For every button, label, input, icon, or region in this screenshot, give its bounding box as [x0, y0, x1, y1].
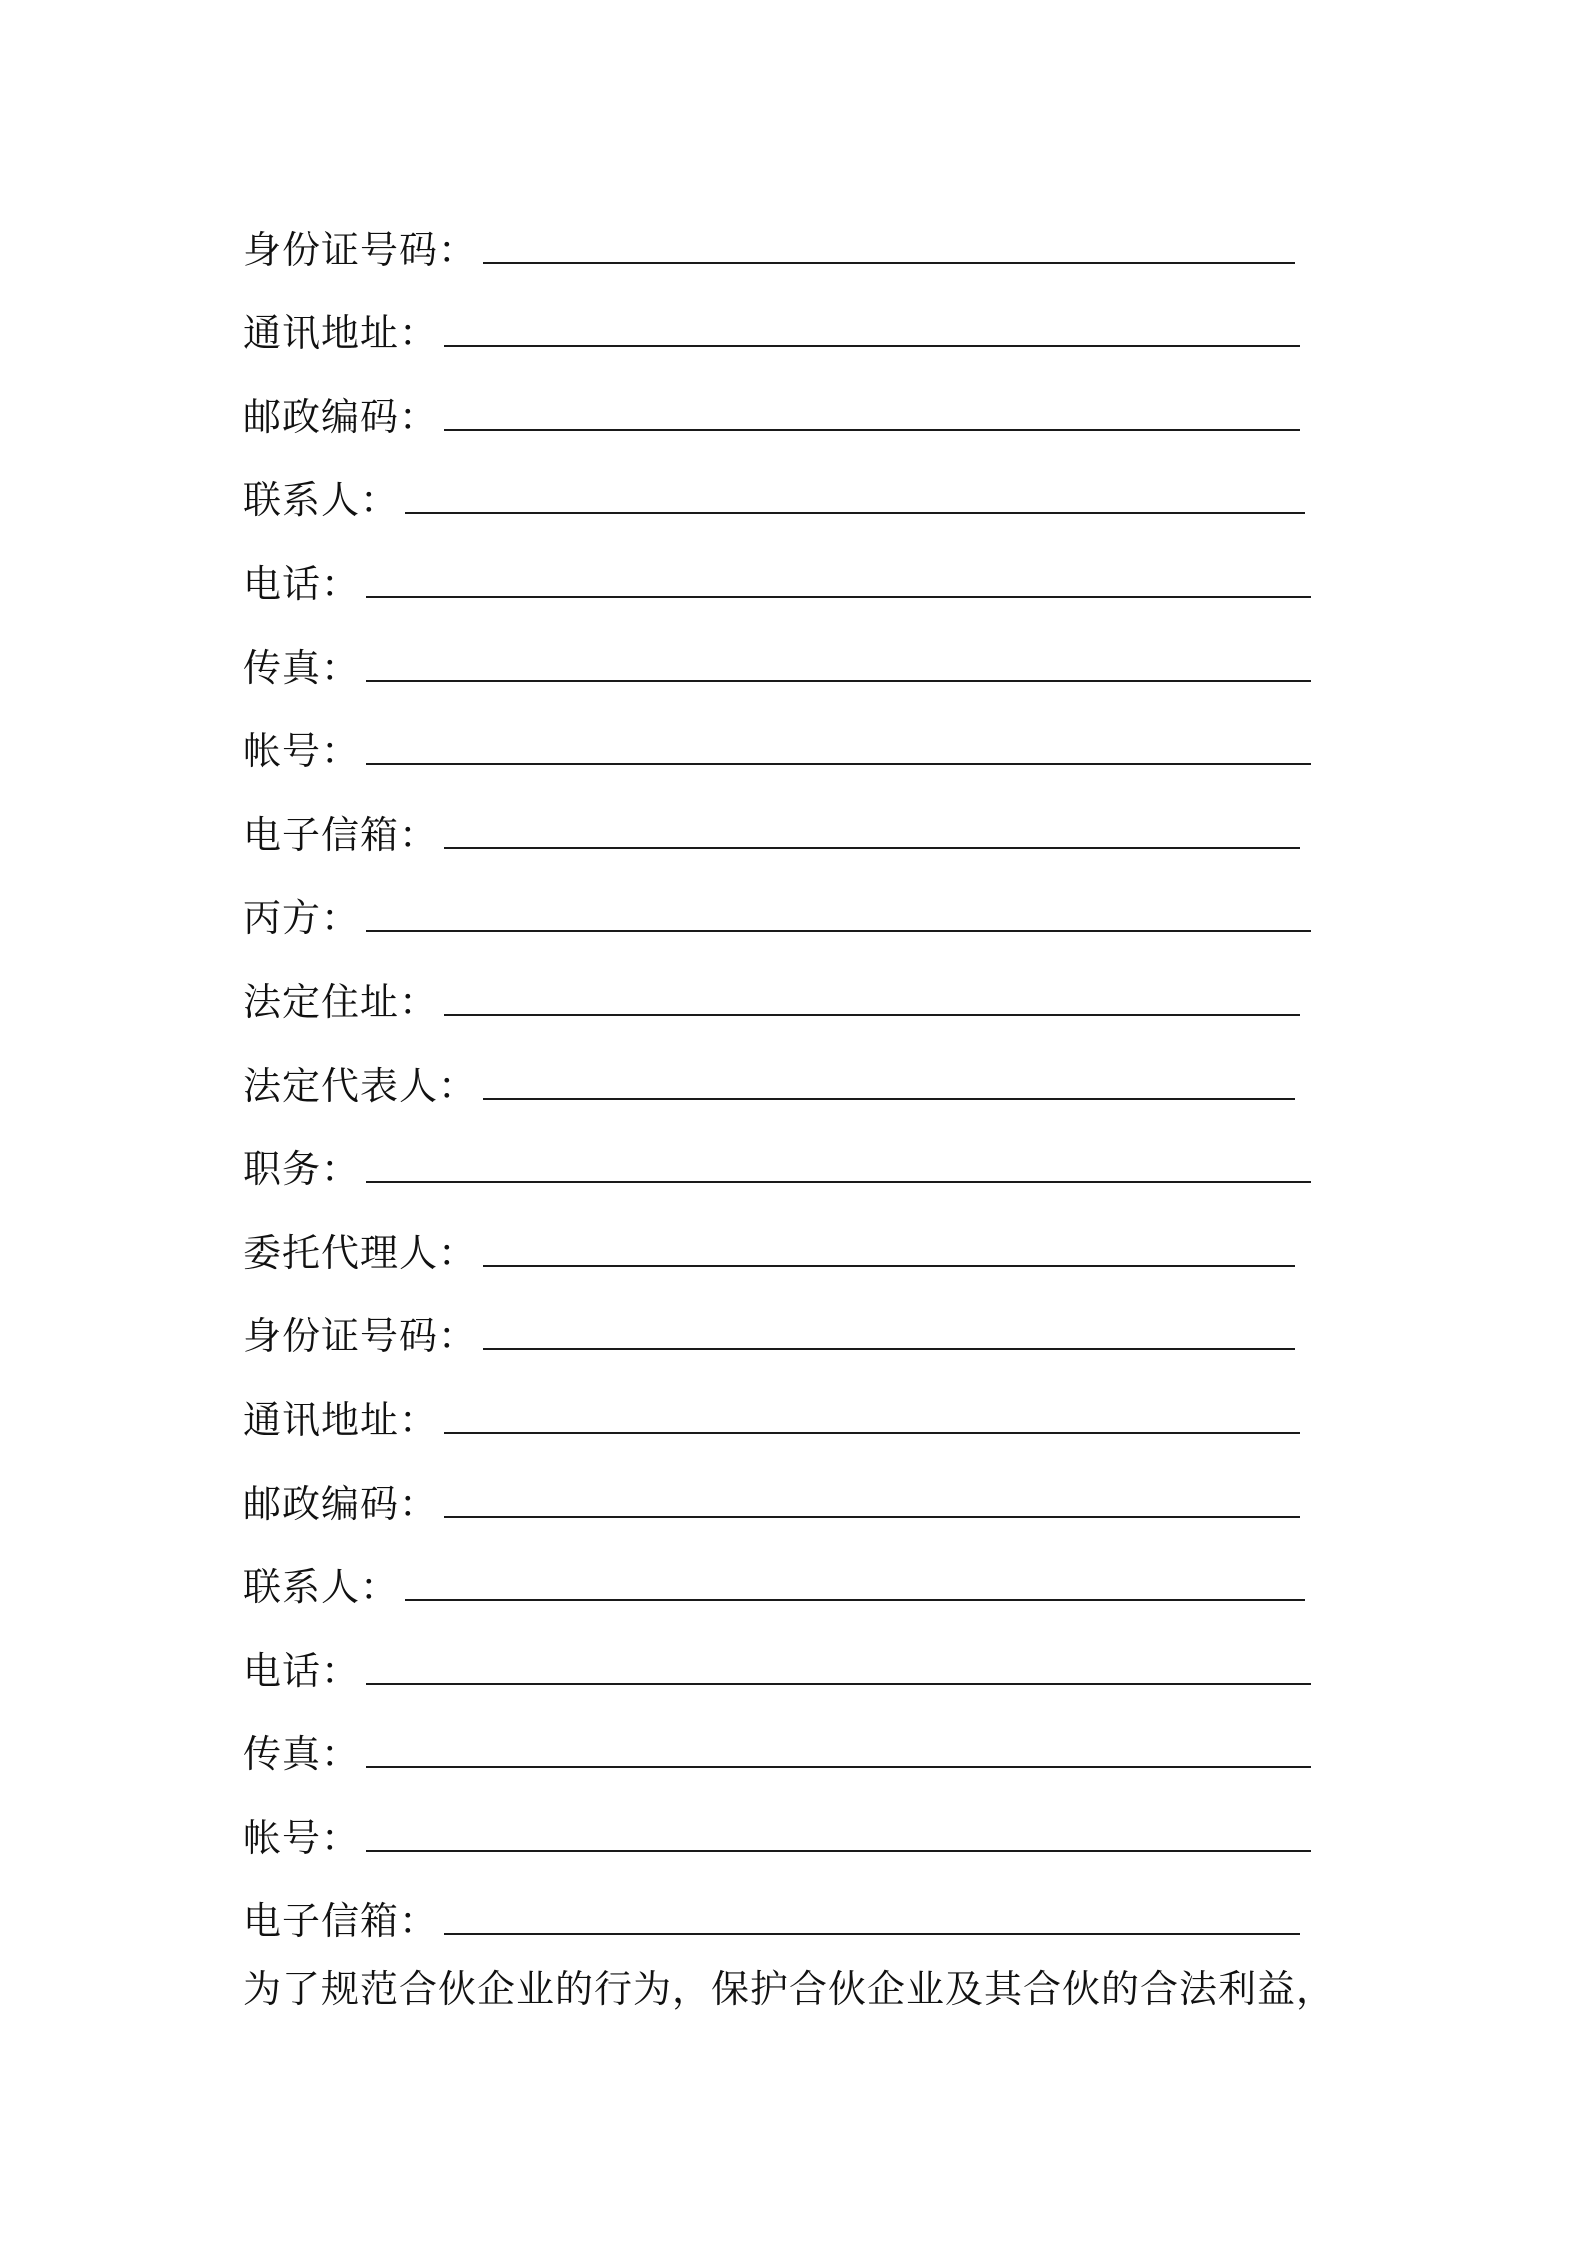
field-postal-code [243, 367, 1363, 451]
field-label: 帐号： [243, 1815, 361, 1860]
field-label: 法定代表人： [243, 1063, 478, 1108]
fill-in-blank[interactable] [483, 1265, 1295, 1267]
field-label: 通讯地址： [243, 1397, 439, 1442]
field-mailing-address [243, 284, 1363, 368]
fill-in-blank[interactable] [444, 1014, 1300, 1016]
fill-in-blank[interactable] [366, 596, 1311, 598]
field-mailing-address [243, 1370, 1363, 1454]
field-label: 通讯地址： [243, 311, 439, 356]
field-label: 委托代理人： [243, 1230, 478, 1275]
fill-in-blank[interactable] [444, 429, 1300, 431]
field-id-number [243, 1287, 1363, 1371]
field-label: 法定住址： [243, 979, 439, 1024]
fill-in-blank[interactable] [366, 1766, 1311, 1768]
field-position [243, 1120, 1363, 1204]
field-phone [243, 1621, 1363, 1705]
field-fax [243, 1705, 1363, 1789]
field-account [243, 1788, 1363, 1872]
fill-in-blank[interactable] [483, 1348, 1295, 1350]
fill-in-blank[interactable] [405, 1599, 1305, 1601]
field-label: 传真： [243, 645, 361, 690]
fill-in-blank[interactable] [444, 1516, 1300, 1518]
party-info-form [243, 200, 1363, 1955]
field-account [243, 702, 1363, 786]
field-label: 职务： [243, 1147, 361, 1192]
field-contact-person [243, 451, 1363, 535]
field-label: 联系人： [243, 1565, 400, 1610]
field-email [243, 1872, 1363, 1956]
field-label: 身份证号码： [243, 1314, 478, 1359]
field-label: 丙方： [243, 896, 361, 941]
field-fax [243, 618, 1363, 702]
field-authorized-agent [243, 1203, 1363, 1287]
fill-in-blank[interactable] [366, 680, 1311, 682]
field-label: 联系人： [243, 478, 400, 523]
fill-in-blank[interactable] [483, 262, 1295, 264]
fill-in-blank[interactable] [483, 1098, 1295, 1100]
field-email [243, 785, 1363, 869]
field-label: 电子信箱： [243, 1899, 439, 1944]
field-contact-person [243, 1538, 1363, 1622]
field-id-number [243, 200, 1363, 284]
fill-in-blank[interactable] [444, 1933, 1300, 1935]
fill-in-blank[interactable] [366, 1683, 1311, 1685]
field-label: 邮政编码： [243, 394, 439, 439]
field-label: 传真： [243, 1732, 361, 1777]
field-label: 电子信箱： [243, 812, 439, 857]
fill-in-blank[interactable] [366, 1850, 1311, 1852]
fill-in-blank[interactable] [366, 930, 1311, 932]
fill-in-blank[interactable] [444, 847, 1300, 849]
field-label: 电话： [243, 561, 361, 606]
field-label: 帐号： [243, 729, 361, 774]
field-label: 身份证号码： [243, 227, 478, 272]
field-label: 邮政编码： [243, 1481, 439, 1526]
fill-in-blank[interactable] [366, 763, 1311, 765]
fill-in-blank[interactable] [405, 512, 1305, 514]
fill-in-blank[interactable] [444, 1432, 1300, 1434]
fill-in-blank[interactable] [366, 1181, 1311, 1183]
fill-in-blank[interactable] [444, 345, 1300, 347]
field-legal-representative [243, 1036, 1363, 1120]
field-phone [243, 534, 1363, 618]
field-party-c [243, 869, 1363, 953]
closing-paragraph: 为了规范合伙企业的行为，保护合伙企业及其合伙的合法利益， [243, 1967, 1336, 2011]
field-postal-code [243, 1454, 1363, 1538]
field-label: 电话： [243, 1648, 361, 1693]
field-legal-address [243, 952, 1363, 1036]
